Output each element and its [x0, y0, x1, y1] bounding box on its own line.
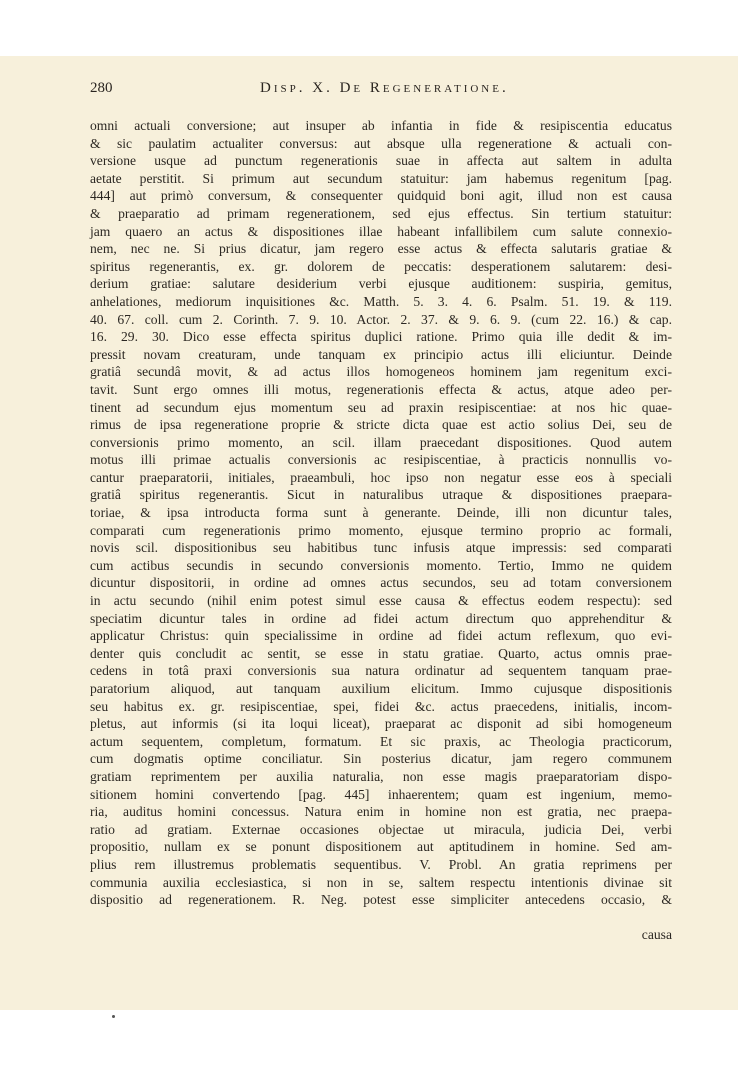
- text-line: cum dogmatis optime conciliatur. Sin posterius dicatur, jam regero communem: [90, 751, 672, 767]
- running-title: Disp. X. De Regeneratione.: [260, 80, 509, 96]
- ink-speck: [112, 1015, 115, 1018]
- text-line: motus illi primae actualis conversionis ac resipiscentiae, à practicis nonnullis vo-: [90, 452, 672, 468]
- text-line: plius rem illustremus problematis sequentibus. V. Probl. An gratia reprimens per: [90, 856, 672, 872]
- text-line: conversionis primo momento, an scil. illam praecedant dispositiones. Quod autem: [90, 434, 672, 450]
- text-line: sitionem homini convertendo [pag. 445] inhaerentem; quam est ingenium, memo-: [90, 786, 672, 802]
- text-line: tavit. Sunt ergo omnes illi motus, regenerationis effecta & actus, atque adeo per-: [90, 381, 672, 397]
- page-number: 280: [90, 80, 113, 96]
- text-line: cedens in totâ praxi conversionis sua natura ordinatur ad sequentem tanquam prae-: [90, 663, 672, 679]
- text-line: spiritus regenerantis, ex. gr. dolorem de peccatis: desperationem salutarem: desi-: [90, 258, 672, 274]
- text-line: dispositio ad regenerationem. R. Neg. potest esse simpliciter antecedens occasio, &: [90, 892, 672, 908]
- catchword: causa: [641, 927, 672, 943]
- text-line: 444] aut primò conversum, & consequenter quidquid boni agit, illud non est causa: [90, 188, 672, 204]
- text-line: in actu secundo (nihil enim potest simul esse causa & effectus eodem respectu): sed: [90, 593, 672, 609]
- text-line: dicuntur dispositorii, in ordine ad omnes actus secundos, seu ad totam conversionem: [90, 575, 672, 591]
- text-line: ria, auditus homini concessus. Natura enim in homine non est gratia, nec praepa-: [90, 804, 672, 820]
- text-line: versione usque ad punctum regenerationis suae in affecta aut saltem in adulta: [90, 153, 672, 169]
- text-line: actum sequentem, completum, formatum. Et sic praxis, ac Theologia practicorum,: [90, 733, 672, 749]
- text-line: & praeparatio ad primam regenerationem, sed ejus effectus. Sin tertium statuitur:: [90, 205, 672, 221]
- text-line: pressit novam creaturam, unde tanquam ex principio actus illi eliciuntur. Deinde: [90, 346, 672, 362]
- text-line: cum actibus secundis in secundo conversionis momento. Tertio, Immo ne quidem: [90, 557, 672, 573]
- text-line: jam quaero an actus & dispositiones illae habeant infallibilem cum salute connexio-: [90, 223, 672, 239]
- text-line: & sic paulatim actualiter conversus: aut absque ulla regeneratione & actuali con-: [90, 135, 672, 151]
- text-line: gratiâ secundâ movit, & ad actus illos homogeneos hominem jam regenitum exci-: [90, 364, 672, 380]
- text-line: gratiâ spiritus regenerantis. Sicut in naturalibus utraque & dispositiones praepara-: [90, 487, 672, 503]
- text-line: speciatim dicuntur tales in ordine ad fidei actum directum quo apprehenditur &: [90, 610, 672, 626]
- text-line: gratiam reprimentem per auxilia naturalia, non esse magis praeparatoriam dispo-: [90, 768, 672, 784]
- text-line: tinent ad secundum ejus momentum seu ad praxin resipiscentiae: at nos hic quae-: [90, 399, 672, 415]
- text-line: pletus, aut informis (si ita loqui liceat), praeparat ac disponit ad sibi homogeneum: [90, 716, 672, 732]
- text-line: toriae, & ipsa introducta forma sunt à generante. Deinde, illi non dicuntur tales,: [90, 505, 672, 521]
- text-line: rimus de ipsa regeneratione proprie & stricte dicta quae est actio solius Dei, seu de: [90, 417, 672, 433]
- text-line: nem, nec ne. Si prius dicatur, jam regero esse actus & effecta salutaris gratiae &: [90, 241, 672, 257]
- text-line: propositio, nullam ex se ponunt dispositionem aut aptitudinem in homine. Sed am-: [90, 839, 672, 855]
- text-line: seu habitus ex. gr. resipiscentiae, spei, fidei &c. actus praecedens, initialis, incom-: [90, 698, 672, 714]
- body-text: [90, 117, 672, 944]
- text-line: comparati cum regenerationis primo momento, ejusque termino proprio ac formali,: [90, 522, 672, 538]
- text-line: ratio ad gratiam. Externae occasiones objectae ut miracula, judicia Dei, verbi: [90, 821, 672, 837]
- page-header: [90, 80, 672, 100]
- text-line: applicatur Christus: quin specialissime in ordine ad fidei actum reflexum, quo evi-: [90, 628, 672, 644]
- text-line: communia auxilia ecclesiastica, si non in se, saltem respectu intentionis divinae sit: [90, 874, 672, 890]
- text-line: derium gratiae: salutare desiderium verbi ejusque auditionem: suspiria, gemitus,: [90, 276, 672, 292]
- text-line: cantur praeparatorii, initiales, praeambuli, hoc ipso non negatur esse eos à speciali: [90, 469, 672, 485]
- text-line: paratorium aliquod, aut tanquam auxilium elicitum. Immo cujusque dispositionis: [90, 681, 672, 696]
- text-line: omni actuali conversione; aut insuper ab infantia in fide & resipiscentia educatus: [90, 118, 672, 133]
- text-line: 16. 29. 30. Dico esse effecta spiritus duplici ratione. Primo quia ille dedit & im-: [90, 329, 672, 345]
- text-line: novis scil. dispositionibus seu habitibus tunc infusis atque impressis: sed comparati: [90, 540, 672, 556]
- text-line: aetate perstitit. Si primum aut secundum statuitur: jam habemus regenitum [pag.: [90, 170, 672, 186]
- text-line: denter quis concludit ac sentit, se esse in statu gratiae. Quarto, actus omnis prae-: [90, 645, 672, 661]
- text-line: 40. 67. coll. cum 2. Corinth. 7. 9. 10. Actor. 2. 37. & 9. 6. 9. (cum 22. 16.) & cap.: [90, 311, 672, 327]
- text-line: anhelationes, mediorum inquisitiones &c. Matth. 5. 3. 4. 6. Psalm. 51. 19. & 119.: [90, 293, 672, 309]
- text-line: [90, 909, 672, 927]
